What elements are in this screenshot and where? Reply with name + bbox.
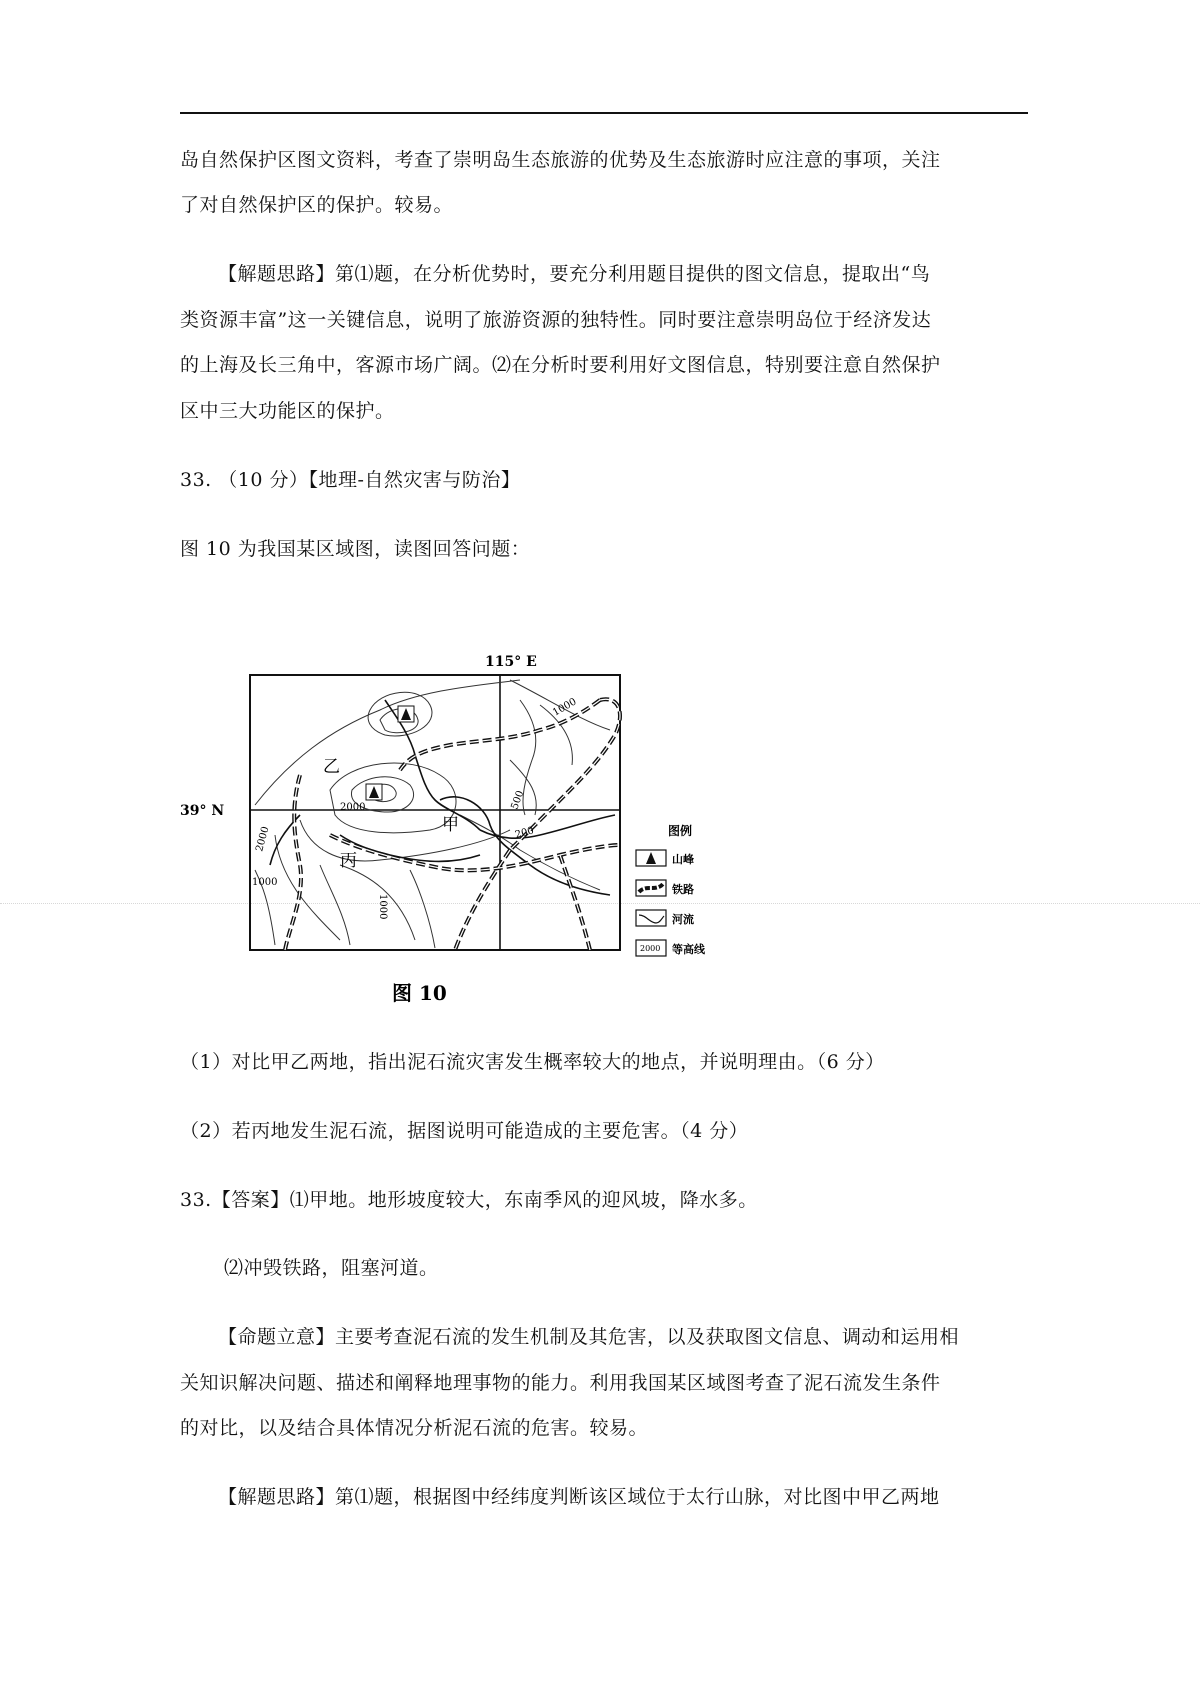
railway-line xyxy=(455,850,510,950)
place-yi: 乙 xyxy=(323,757,340,777)
question-2: （2）若丙地发生泥石流，据图说明可能造成的主要危害。（4 分） xyxy=(180,1120,749,1142)
legend-river xyxy=(636,910,694,926)
legend-railway xyxy=(636,880,694,896)
railway-line xyxy=(285,775,301,950)
latitude-label: 39° N xyxy=(180,803,225,819)
paragraph-line: 【命题立意】主要考查泥石流的发生机制及其危害，以及获取图文信息、调动和运用相 xyxy=(218,1326,960,1348)
region-map-figure xyxy=(180,640,820,1020)
contour-sample: 2000 xyxy=(640,944,661,953)
svg-text:铁路: 铁路 xyxy=(672,883,694,896)
paragraph-line: 【解题思路】第⑴题，根据图中经纬度判断该区域位于太行山脉，对比图中甲乙两地 xyxy=(218,1486,940,1508)
svg-text:等高线: 等高线 xyxy=(672,943,705,956)
contour-label: 1000 xyxy=(252,877,278,888)
paragraph-line: 关知识解决问题、描述和阐释地理事物的能力。利用我国某区域图考查了泥石流发生条件 xyxy=(180,1372,941,1394)
paragraph-line: 区中三大功能区的保护。 xyxy=(180,400,395,422)
paragraph-line: 了对自然保护区的保护。较易。 xyxy=(180,194,454,216)
contour-label: 2000 xyxy=(254,825,272,853)
map-frame xyxy=(250,675,620,950)
paragraph-line: 的上海及长三角中，客源市场广阔。⑵在分析时要利用好文图信息，特别要注意自然保护 xyxy=(180,354,941,376)
railway-line xyxy=(330,835,620,870)
legend-title: 图例 xyxy=(668,824,693,838)
svg-text:河流: 河流 xyxy=(672,913,694,926)
figure-caption: 图 10 xyxy=(392,981,447,1005)
longitude-label: 115° E xyxy=(485,654,537,670)
place-bing: 丙 xyxy=(340,851,357,871)
contour-label: 2000 xyxy=(340,802,366,813)
contour-label: 1000 xyxy=(377,894,388,920)
peak-icon xyxy=(366,784,382,800)
legend-contour xyxy=(636,940,706,956)
contour-line xyxy=(320,865,350,945)
contour-label: 500 xyxy=(509,789,527,812)
contour-line xyxy=(330,763,456,833)
legend-peak xyxy=(636,850,694,866)
header-rule xyxy=(180,112,1028,114)
svg-text:山峰: 山峰 xyxy=(672,853,694,866)
paragraph-line: 的对比，以及结合具体情况分析泥石流的危害。较易。 xyxy=(180,1417,649,1439)
question-title: 33. （10 分）【地理-自然灾害与防治】 xyxy=(180,469,521,491)
paragraph-line: 类资源丰富”这一关键信息，说明了旅游资源的独特性。同时要注意崇明岛位于经济发达 xyxy=(180,309,932,331)
paragraph-line: 岛自然保护区图文资料，考查了崇明岛生态旅游的优势及生态旅游时应注意的事项，关注 xyxy=(180,149,941,171)
peak-icon xyxy=(398,706,414,722)
paragraph-line: 【解题思路】第⑴题，在分析优势时，要充分利用题目提供的图文信息，提取出“鸟 xyxy=(218,263,931,285)
answer-line: 33.【答案】⑴甲地。地形坡度较大，东南季风的迎风坡，降水多。 xyxy=(180,1189,758,1211)
contour-line xyxy=(255,680,520,805)
question-1: （1）对比甲乙两地，指出泥石流灾害发生概率较大的地点，并说明理由。（6 分） xyxy=(180,1051,885,1073)
contour-label: 1000 xyxy=(551,696,579,719)
question-intro: 图 10 为我国某区域图，读图回答问题： xyxy=(180,538,531,560)
contour-label: 200 xyxy=(513,825,536,841)
place-jia: 甲 xyxy=(442,815,459,835)
answer-line: ⑵冲毁铁路，阻塞河道。 xyxy=(224,1257,439,1279)
